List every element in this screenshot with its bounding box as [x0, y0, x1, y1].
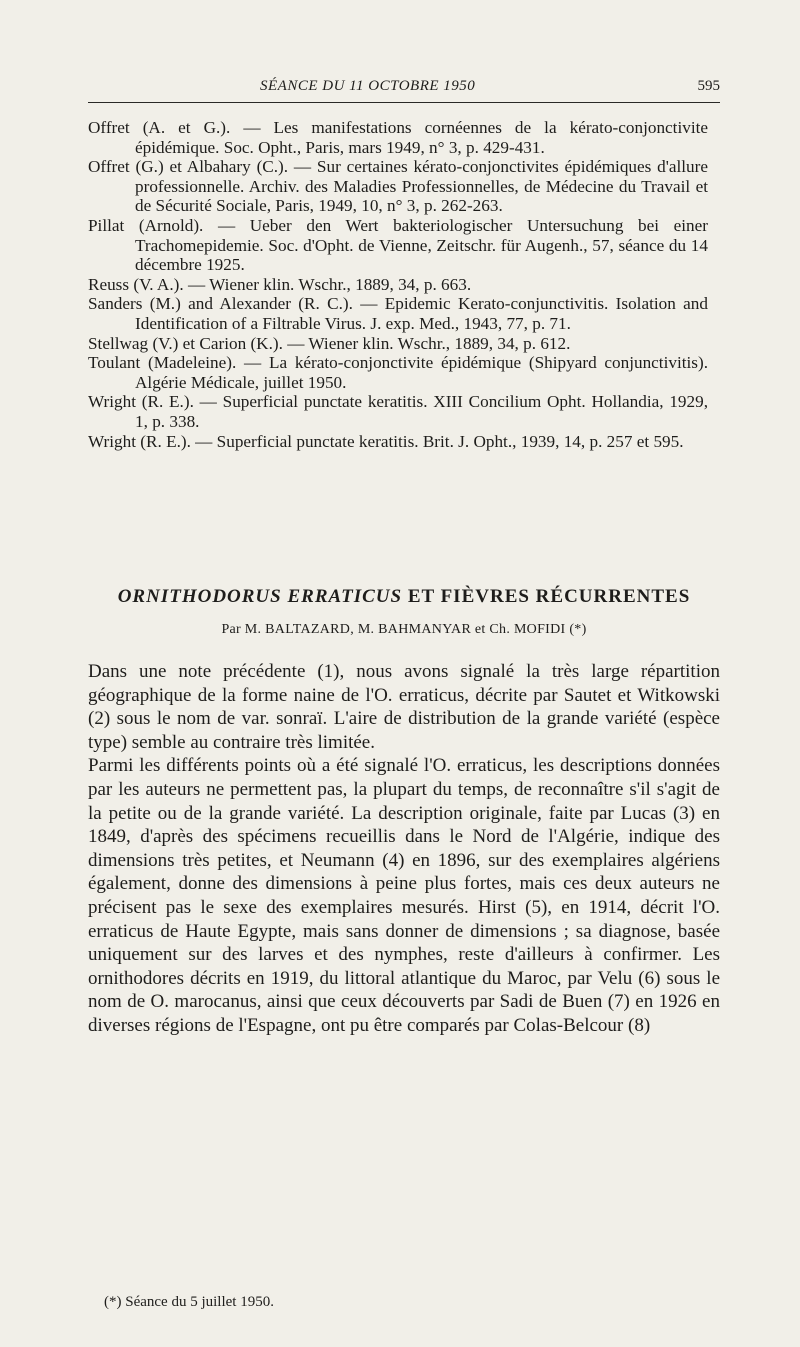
article-title-block — [88, 586, 720, 638]
reference-item: Stellwag (V.) et Carion (K.). — Wiener klin. Wschr., 1889, 34, p. 612. — [88, 333, 571, 353]
reference-list — [88, 118, 708, 451]
reference-item: Wright (R. E.). — Superficial punctate keratitis. Brit. J. Opht., 1939, 14, p. 257 et 595. — [88, 431, 684, 451]
reference-item: Toulant (Madeleine). — La kérato-conjonctivite épidémique (Shipyard conjunctivitis). Algérie Médicale, juillet 1950. — [88, 353, 708, 392]
article-body — [88, 660, 720, 1038]
body-paragraph: Dans une note précédente (1), nous avons signalé la très large répartition géographique de la forme naine de l'O. erraticus, décrite par Sautet et Witkowski (2) sous le nom de var. sonraï. L'aire de distribution de la grande variété (espèce type) semble au contraire très limitée. — [88, 661, 720, 753]
reference-item: Wright (R. E.). — Superficial punctate keratitis. XIII Concilium Opht. Hollandia, 1929, 1, p. 338. — [88, 392, 708, 431]
article-title-genus: ORNITHODORUS ERRATICUS — [117, 586, 403, 607]
footnote: (*) Séance du 5 juillet 1950. — [104, 1294, 274, 1310]
reference-item: Offret (G.) et Albahary (C.). — Sur certaines kérato-conjonctivites épidémiques d'allure professionnelle. Archiv. des Maladies Professionnelles, de Médecine du Travail et de Sécurité Sociale, Paris, 1949, 10, n° 3, p. 262-263. — [88, 157, 708, 216]
page-number: 595 — [697, 78, 720, 94]
reference-item: Offret (A. et G.). — Les manifestations cornéennes de la kérato-conjonctivite épidémique. Soc. Opht., Paris, mars 1949, n° 3, p. 429-431. — [88, 118, 708, 157]
reference-item: Pillat (Arnold). — Ueber den Wert bakteriologischer Untersuchung bei einer Trachomepidemie. Soc. d'Opht. de Vienne, Zeitschr. für Augenh., 57, séance du 14 décembre 1925. — [88, 215, 708, 275]
running-title: SÉANCE DU 11 OCTOBRE 1950 — [260, 78, 476, 94]
article-title-rest: ET FIÈVRES RÉCURRENTES — [407, 586, 691, 607]
article-title — [88, 586, 720, 608]
page-header — [88, 78, 720, 103]
reference-item: Reuss (V. A.). — Wiener klin. Wschr., 1889, 34, p. 663. — [88, 274, 472, 294]
body-paragraph: Parmi les différents points où a été signalé l'O. erraticus, les descriptions données par les auteurs ne permettent pas, la plupart du temps, de reconnaître s'il s'agit de la petite ou de la grande variété. La description originale, faite par Lucas (3) en 1849, d'après des spécimens recueillis dans le Nord de l'Algérie, indique des dimensions très petites, et Neumann (4) en 1896, sur des exemplaires algériens également, donne des dimensions à peine plus fortes, mais ces deux auteurs ne précisent pas le sexe des exemplaires mesurés. Hirst (5), en 1914, décrit l'O. erraticus de Haute Egypte, mais sans donner de dimensions ; sa diagnose, basée uniquement sur des larves et des nymphes, reste d'ailleurs à confirmer. Les ornithodores décrits en 1919, du littoral atlantique du Maroc, par Velu (6) sous le nom de O. marocanus, ainsi que ceux découverts par Sadi de Buen (7) en 1926 en diverses régions de l'Espagne, ont pu être comparés par Colas-Belcour (8) — [88, 755, 720, 1036]
article-byline: Par M. BALTAZARD, M. BAHMANYAR et Ch. MOFIDI (*) — [221, 622, 587, 637]
reference-item: Sanders (M.) and Alexander (R. C.). — Epidemic Kerato-conjunctivitis. Isolation and Identification of a Filtrable Virus. J. exp. Med., 1943, 77, p. 71. — [88, 294, 708, 333]
